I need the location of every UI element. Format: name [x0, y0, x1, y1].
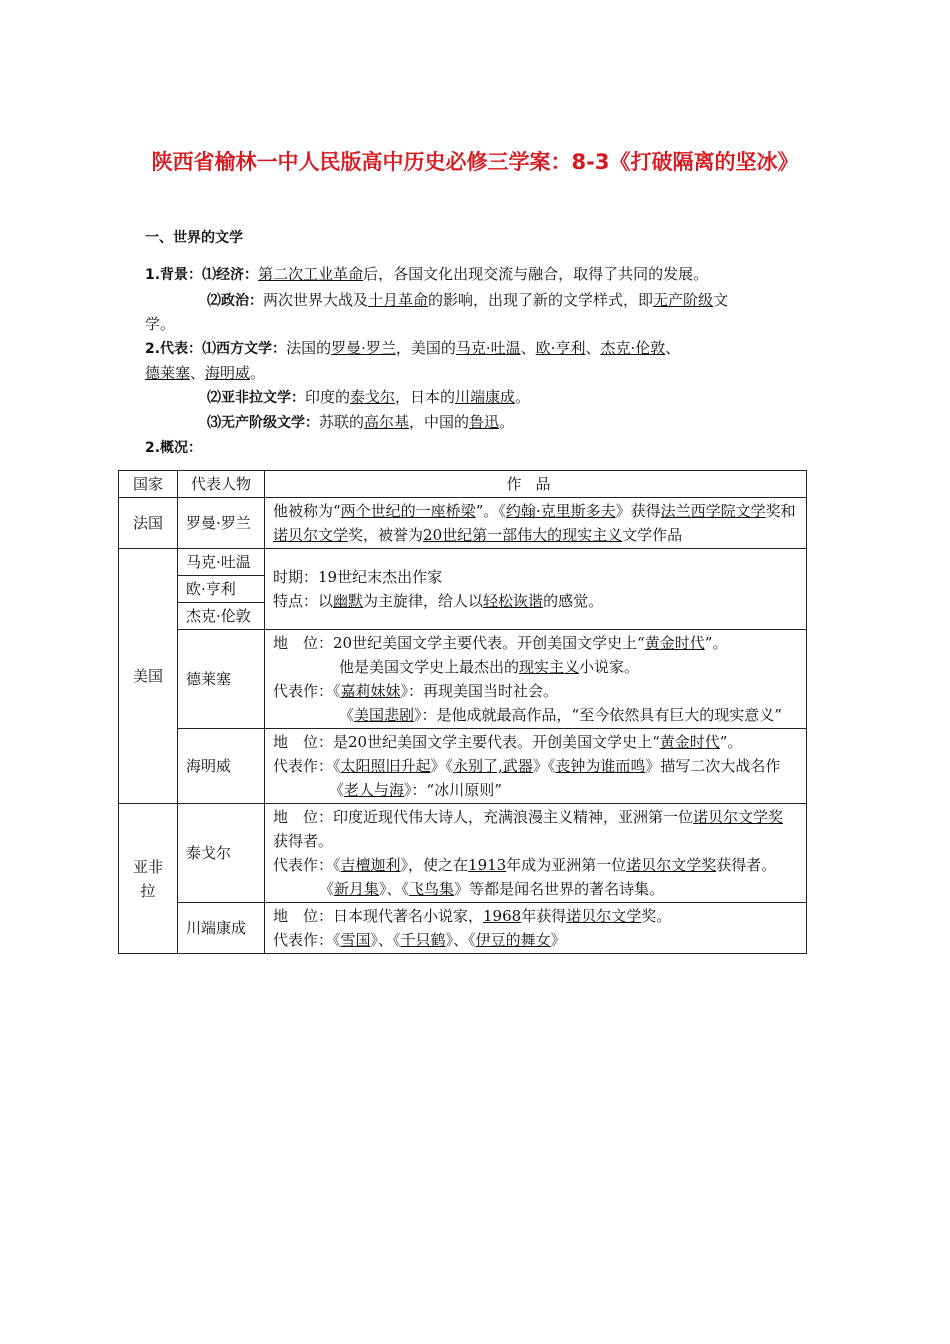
text: 》、《	[379, 880, 410, 898]
works-line	[273, 778, 798, 802]
answer-blank: 雪国	[340, 931, 371, 949]
text: 的影响，出现了新的文学样式，即	[428, 291, 654, 309]
works-line	[273, 853, 798, 877]
text: 文学作品	[622, 526, 683, 544]
answer-blank: 两个世纪的一座桥梁	[340, 502, 476, 520]
answer-blank: 老人与海	[344, 781, 405, 799]
works-cell	[265, 903, 807, 954]
text: 的感觉。	[543, 592, 604, 610]
answer-blank: 马克·吐温	[455, 339, 521, 357]
text: 》：再现美国当时社会。	[400, 682, 559, 700]
text: 他被称为“	[273, 502, 341, 520]
background-number: 1.背景：	[145, 267, 203, 283]
text: 法国的	[286, 339, 332, 357]
works-line	[273, 877, 798, 901]
person-cell: 泰戈尔	[178, 804, 265, 903]
answer-blank: 约翰·克里斯多夫	[505, 502, 616, 520]
answer-blank: 黄金时代	[644, 634, 705, 652]
text: 代表作：《	[273, 856, 341, 874]
answer-blank: 新月集	[334, 880, 380, 898]
background-politics-line	[207, 288, 728, 313]
answer-blank: 美国悲剧	[354, 706, 415, 724]
west-label: ⑴西方文学：	[202, 341, 287, 357]
text: 、	[190, 364, 206, 382]
literature-table	[118, 470, 807, 954]
answer-blank: 欧·亨利	[535, 339, 586, 357]
works-line	[273, 928, 798, 952]
text: 地 位：是20世纪美国文学主要代表。开创美国文学史上“	[273, 733, 660, 751]
text: 》描写二次大战名作	[645, 757, 781, 775]
economy-label: ⑴经济：	[202, 267, 259, 283]
text: 文	[713, 291, 729, 309]
text: ”。	[719, 733, 743, 751]
text: 、	[585, 339, 601, 357]
text: 为主旋律，给人以	[363, 592, 484, 610]
text: 。	[250, 364, 266, 382]
text: 《	[319, 880, 335, 898]
text: 》、《	[370, 931, 401, 949]
background-politics-cont: 学。	[145, 315, 176, 333]
text: 地 位：日本现代著名小说家，	[273, 907, 484, 925]
answer-blank: 幽默	[333, 592, 364, 610]
person-cell: 川端康成	[178, 903, 265, 954]
works-line	[273, 703, 798, 727]
answer-blank: 无产阶级	[653, 291, 714, 309]
text: 获得者。	[716, 856, 777, 874]
text: 年获得	[521, 907, 567, 925]
text: 》：“冰川原则”	[404, 781, 502, 799]
answer-blank: 海明威	[205, 364, 251, 382]
works-cell	[265, 804, 807, 903]
works-line	[273, 679, 798, 703]
text: 地 位：印度近现代伟大诗人，充满浪漫主义精神，亚洲第一位	[273, 808, 694, 826]
text: 》，使之在	[400, 856, 469, 874]
rep-asia-line	[207, 385, 530, 410]
text: ，日本的	[395, 388, 456, 406]
answer-blank: 轻松诙谐	[483, 592, 544, 610]
answer-blank: 罗曼·罗兰	[331, 339, 396, 357]
text: ”。《	[475, 502, 506, 520]
works-cell	[265, 729, 807, 804]
answer-blank: 德莱塞	[145, 364, 191, 382]
text: 他是美国文学史上最杰出的	[339, 658, 520, 676]
text: 年成为亚洲第一位	[506, 856, 627, 874]
answer-blank: 丧钟为谁而鸣	[555, 757, 646, 775]
table-row-france	[119, 498, 807, 549]
answer-blank: 法兰西学院文学	[660, 502, 766, 520]
rep-proletarian-line	[207, 410, 514, 435]
asia-label: ⑵亚非拉文学：	[207, 390, 305, 406]
text: 特点：以	[273, 592, 334, 610]
overview-heading: 2.概况：	[145, 440, 203, 456]
header-works	[265, 471, 807, 498]
person-cell: 罗曼·罗兰	[178, 498, 265, 549]
text: 》：是他成就最高作品，“至今依然具有巨大的现实意义”	[414, 706, 782, 724]
text: ，美国的	[395, 339, 456, 357]
answer-blank: 第二次工业革命	[258, 265, 364, 283]
status-line	[273, 730, 798, 754]
text: 、	[665, 339, 681, 357]
answer-blank: 泰戈尔	[350, 388, 396, 406]
text: 代表作：《	[273, 931, 341, 949]
answer-blank: 飞鸟集	[409, 880, 455, 898]
answer-blank: 千只鹤	[400, 931, 446, 949]
status-line	[273, 631, 798, 655]
text: 奖。	[641, 907, 672, 925]
rep-west-cont	[145, 361, 265, 385]
text: 》、《	[445, 931, 476, 949]
text: 》《	[532, 757, 556, 775]
works-cell	[265, 630, 807, 729]
text: 奖和	[765, 502, 796, 520]
rep-west-line	[145, 336, 680, 361]
text: 后，各国文化出现交流与融合，取得了共同的发展。	[363, 265, 709, 283]
status-line	[273, 805, 798, 853]
table-row-usa-twain	[119, 549, 807, 576]
answer-blank: 1913	[468, 856, 507, 874]
section-heading: 一、世界的文学	[145, 230, 243, 246]
country-cell: 美国	[119, 549, 178, 804]
page-title: 陕西省榆林一中人民版高中历史必修三学案：8-3《打破隔离的坚冰》	[151, 150, 799, 174]
table-header-row	[119, 471, 807, 498]
text: 》获得	[615, 502, 661, 520]
works-line	[273, 754, 798, 778]
answer-blank: 永别了,武器	[453, 757, 533, 775]
person-cell: 欧·亨利	[178, 576, 265, 603]
text: 获得者。	[273, 832, 334, 850]
text: 小说家。	[579, 658, 640, 676]
text: ”。	[704, 634, 728, 652]
answer-blank: 黄金时代	[659, 733, 720, 751]
text: 》《	[430, 757, 454, 775]
text: ，中国的	[409, 413, 470, 431]
answer-blank: 杰克·伦敦	[600, 339, 666, 357]
header-works-text: 作品	[506, 475, 565, 493]
table-row-asia-kawabata	[119, 903, 807, 954]
background-economy-line	[145, 262, 708, 287]
text: 《	[329, 781, 345, 799]
works-cell	[265, 549, 807, 630]
status-line	[273, 904, 798, 928]
answer-blank: 诺贝尔文学	[273, 526, 349, 544]
person-cell: 海明威	[178, 729, 265, 804]
answer-blank: 吉檀迦利	[340, 856, 401, 874]
proletarian-label: ⑶无产阶级文学：	[207, 415, 319, 431]
table-row-usa-dreiser	[119, 630, 807, 729]
text: 两次世界大战及	[263, 291, 369, 309]
text: 代表作：《	[273, 682, 341, 700]
header-person: 代表人物	[178, 471, 265, 498]
answer-blank: 鲁迅	[469, 413, 500, 431]
text: 》等都是闻名世界的著名诗集。	[454, 880, 665, 898]
answer-blank: 1968	[483, 907, 522, 925]
answer-blank: 川端康成	[455, 388, 516, 406]
table-row-usa-hemingway	[119, 729, 807, 804]
country-cell: 亚非拉	[119, 804, 178, 954]
text: 地 位：20世纪美国文学主要代表。开创美国文学史上“	[273, 634, 645, 652]
text: 。	[515, 388, 531, 406]
text: 代表作：《	[273, 757, 341, 775]
text: 印度的	[305, 388, 351, 406]
text: 《	[339, 706, 355, 724]
status-line	[273, 655, 798, 679]
text: 苏联的	[319, 413, 365, 431]
rep-number: 2.代表：	[145, 341, 203, 357]
answer-blank: 十月革命	[368, 291, 429, 309]
answer-blank: 太阳照旧升起	[340, 757, 431, 775]
answer-blank: 诺贝尔文学奖	[693, 808, 784, 826]
person-cell: 杰克·伦敦	[178, 603, 265, 630]
text: 》	[550, 931, 566, 949]
answer-blank: 现实主义	[519, 658, 580, 676]
text: 奖，被誉为	[348, 526, 424, 544]
answer-blank: 高尔基	[364, 413, 410, 431]
works-cell	[265, 498, 807, 549]
answer-blank: 诺贝尔文学奖	[626, 856, 717, 874]
country-cell: 法国	[119, 498, 178, 549]
answer-blank: 诺贝尔文学	[566, 907, 642, 925]
answer-blank: 嘉莉妹妹	[340, 682, 401, 700]
person-cell: 德莱塞	[178, 630, 265, 729]
person-cell: 马克·吐温	[178, 549, 265, 576]
header-country: 国家	[119, 471, 178, 498]
period-text: 时期：19世纪末杰出作家	[273, 568, 443, 586]
text: 。	[499, 413, 515, 431]
answer-blank: 20世纪第一部伟大的现实主义	[423, 526, 623, 544]
feature-text	[273, 589, 798, 613]
table-row-asia-tagore	[119, 804, 807, 903]
politics-label: ⑵政治：	[207, 293, 263, 309]
text: 、	[520, 339, 536, 357]
answer-blank: 伊豆的舞女	[475, 931, 551, 949]
